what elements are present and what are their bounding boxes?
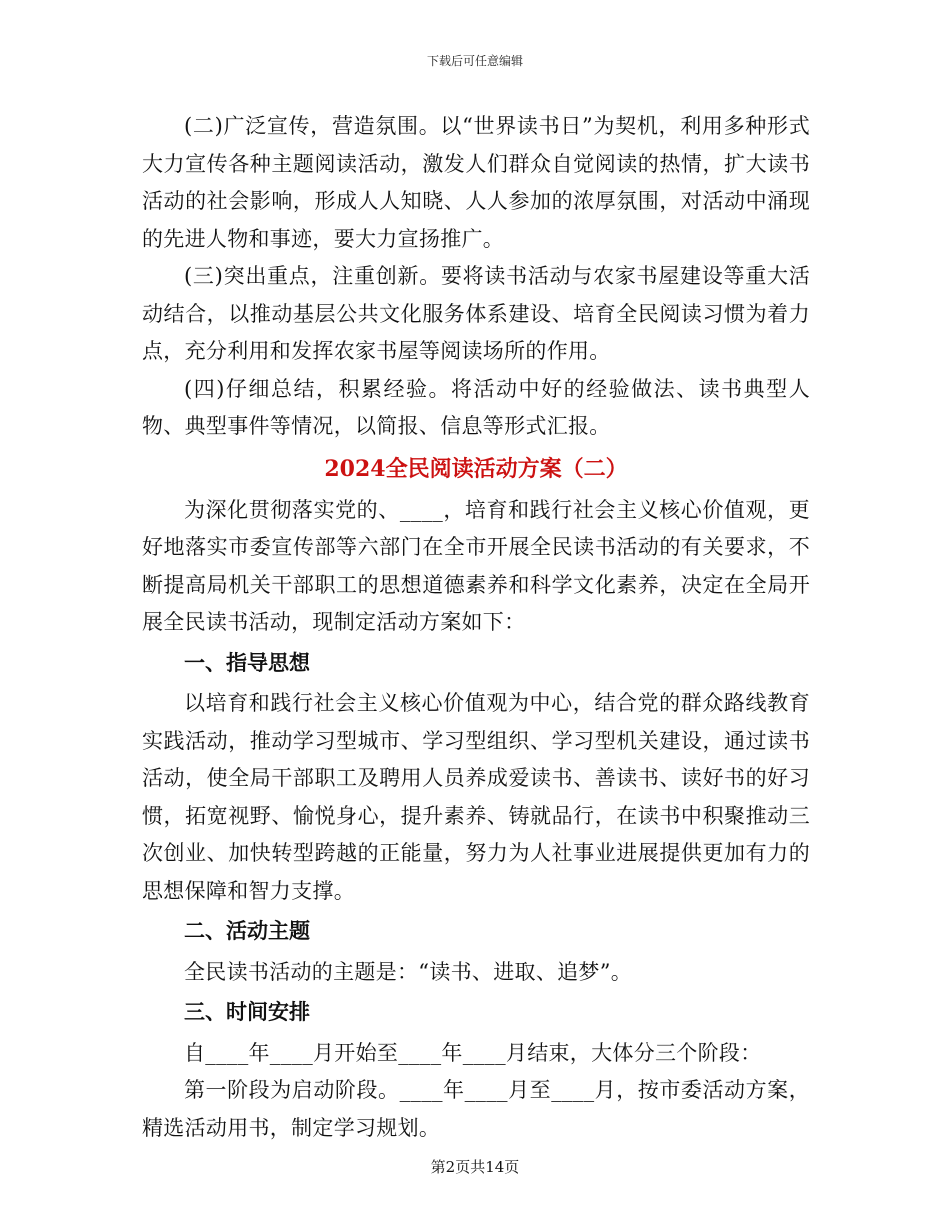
paragraph-publicity: (二)广泛宣传，营造氛围。以“世界读书日”为契机，利用多种形式大力宣传各种主题阅读活动，激发人们群众自觉阅读的热情，扩大读书活动的社会影响，形成人人知晓、人人参加的浓厚氛围，对活动中涌现的先进人物和事迹，要大力宣扬推广。 <box>142 114 810 251</box>
document-title: 2024全民阅读活动方案（二） <box>324 455 628 482</box>
section-body-theme: 全民读书活动的主题是：“读书、进取、追梦”。 <box>184 959 633 984</box>
page-number: 第2页共14页 <box>430 1158 520 1176</box>
section-body-guiding-ideology: 以培育和践行社会主义核心价值观为中心，结合党的群众路线教育实践活动，推动学习型城市、学习型组织、学习型机关建设，通过读书活动，使全局干部职工及聘用人员养成爱读书、善读书、读好书的好习惯，拓宽视野、愉悦身心，提升素养、铸就品行，在读书中积聚推动三次创业、加快转型跨越的正能量，努力为人社事业进展提供更加有力的思想保障和智力支撑。 <box>142 691 810 903</box>
section-body-schedule-phase1: 第一阶段为启动阶段。____年____月至____月，按市委活动方案，精选活动用书，制定学习规划。 <box>142 1078 810 1140</box>
section-heading-schedule: 三、时间安排 <box>184 1000 310 1024</box>
paragraph-focus: (三)突出重点，注重创新。要将读书活动与农家书屋建设等重大活动结合，以推动基层公共文化服务体系建设、培育全民阅读习惯为着力点，充分利用和发挥农家书屋等阅读场所的作用。 <box>142 264 810 363</box>
section-heading-guiding-ideology: 一、指导思想 <box>184 650 310 675</box>
section-body-schedule-overview: 自____年____月开始至____年____月结束，大体分三个阶段： <box>184 1040 762 1065</box>
section-heading-theme: 二、活动主题 <box>184 919 310 943</box>
paragraph-summary: (四)仔细总结，积累经验。将活动中好的经验做法、读书典型人物、典型事件等情况，以简报、信息等形式汇报。 <box>142 376 810 438</box>
page-header: 下载后可任意编辑 <box>426 54 523 68</box>
intro-paragraph: 为深化贯彻落实党的、____，培育和践行社会主义核心价值观，更好地落实市委宣传部等六部门在全市开展全民读书活动的有关要求，不断提高局机关干部职工的思想道德素养和科学文化素养，决定在全局开展全民读书活动，现制定活动方案如下： <box>142 497 810 634</box>
document-body <box>142 108 810 1147</box>
